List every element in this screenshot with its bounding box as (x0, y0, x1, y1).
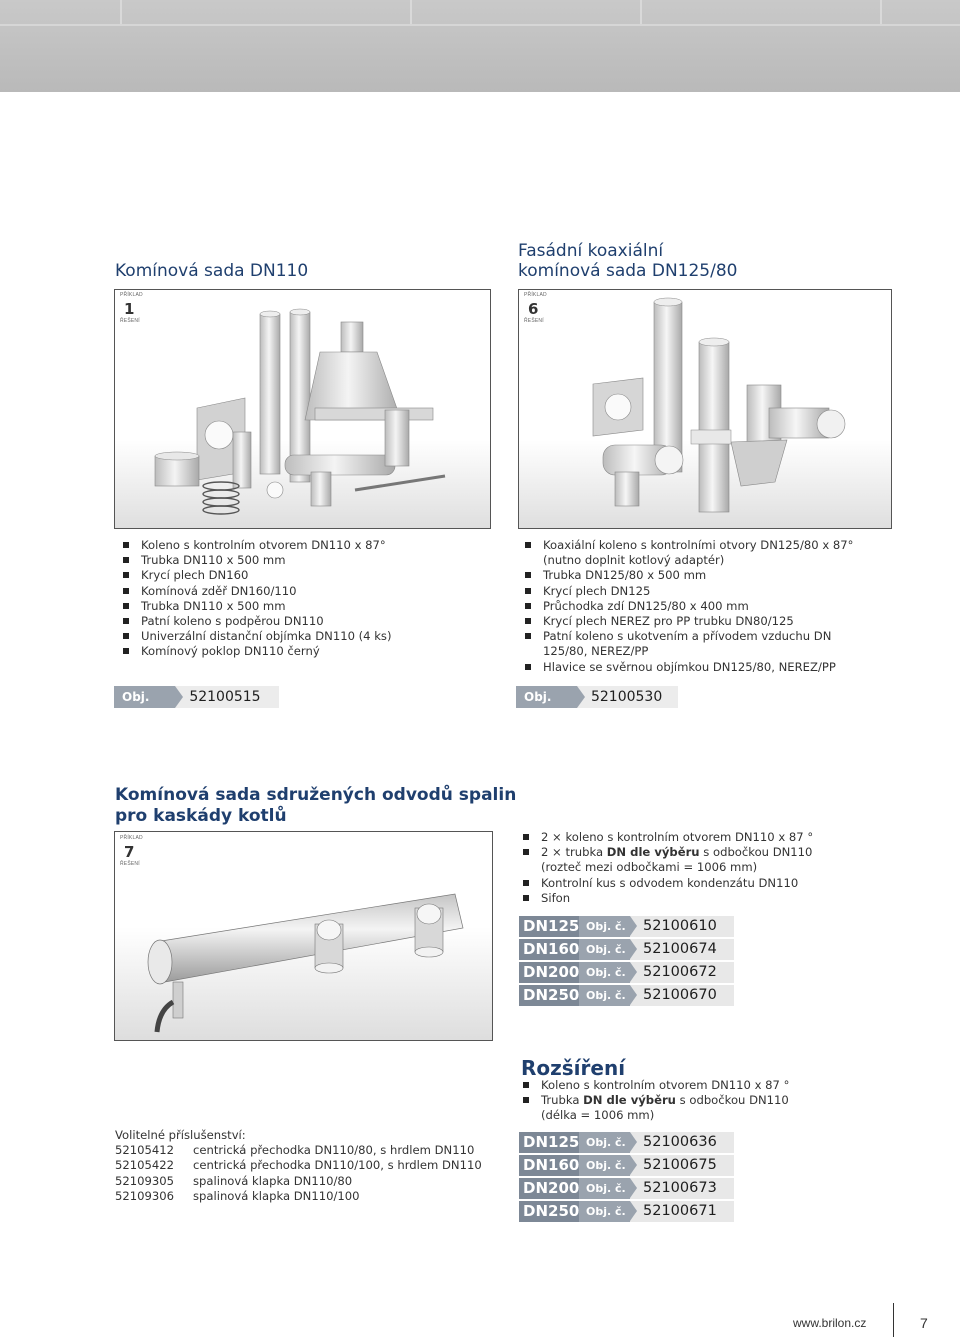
extension-item-list (520, 1078, 920, 1124)
extension-order-row (519, 1201, 734, 1222)
order-label: Obj. č. (114, 686, 175, 708)
dn-size: DN200 (519, 1178, 579, 1199)
badge-bottom-label: ŘEŠENÍ (120, 318, 140, 324)
bullet-icon (123, 588, 129, 594)
bullet-icon (525, 603, 531, 609)
badge-top-label: PŘÍKLAD (120, 292, 143, 298)
list-item: Trubka DN dle výběru s odbočkou DN110 (délka = 1006 mm) (520, 1093, 920, 1123)
bullet-icon (525, 664, 531, 670)
list-item: Komínový poklop DN110 černý (120, 644, 500, 659)
list-item: Sifon (520, 891, 920, 906)
list-item: Krycí plech NEREZ pro PP trubku DN80/125 (522, 614, 902, 629)
bullet-icon (525, 618, 531, 624)
order-label: Obj. č. (579, 1132, 630, 1153)
order-code: 52100674 (630, 939, 734, 960)
order-label: Obj. č. (579, 1178, 630, 1199)
bullet-icon (523, 849, 529, 855)
section7-illustration (115, 832, 493, 1041)
section1-product-image (114, 289, 491, 529)
accessory-row: 52105422 centrická přechodka DN110/100, s hrdlem DN110 (115, 1158, 482, 1173)
section1-order-number (114, 686, 279, 726)
bullet-icon (123, 572, 129, 578)
order-label: Obj. č. (579, 1201, 630, 1222)
accessory-row: 52109306 spalinová klapka DN110/100 (115, 1188, 360, 1203)
order-label: Obj. č. (579, 1155, 630, 1176)
section7-order-row (519, 939, 734, 960)
badge-top-label: PŘÍKLAD (524, 292, 547, 298)
dn-size: DN160 (519, 939, 579, 960)
order-code: 52100636 (630, 1132, 734, 1153)
list-item: Komínová zděř DN160/110 (120, 584, 500, 599)
section6-title-line1: Fasádní koaxiální (518, 241, 664, 261)
bullet-icon (123, 603, 129, 609)
section7-item-list (520, 830, 920, 906)
order-label: Obj. č. (579, 916, 630, 937)
section7-order-row (519, 962, 734, 983)
order-code: 52100672 (630, 962, 734, 983)
accessories-block (115, 1128, 505, 1204)
list-item: Patní koleno s ukotvením a přívodem vzduchu DN 125/80, NEREZ/PP (522, 629, 902, 659)
bullet-icon (525, 542, 531, 548)
section7-order-row (519, 985, 734, 1006)
bullet-icon (523, 834, 529, 840)
bullet-icon (123, 542, 129, 548)
footer-url[interactable]: www.brilon.cz (793, 1316, 867, 1330)
section6-order-number (516, 686, 678, 726)
dn-size: DN250 (519, 985, 579, 1006)
bullet-icon (123, 633, 129, 639)
extension-order-row (519, 1155, 734, 1176)
banner-seam (880, 0, 882, 24)
order-label: Obj. č. (579, 985, 630, 1006)
order-label: Obj. č. (579, 939, 630, 960)
list-item: Univerzální distanční objímka DN110 (4 ks) (120, 629, 500, 644)
section7-title-line1: Komínová sada sdružených odvodů spalin (115, 785, 517, 805)
dn-size: DN250 (519, 1201, 579, 1222)
banner-hseam (0, 24, 960, 26)
list-item: Hlavice se svěrnou objímkou DN125/80, NEREZ/PP (522, 660, 902, 675)
section7-badge (120, 835, 160, 875)
extension-order-row (519, 1132, 734, 1153)
order-code: 52100673 (630, 1178, 734, 1199)
section6-title-line2: komínová sada DN125/80 (518, 261, 738, 281)
banner-seam (120, 0, 122, 24)
section1-item-list (120, 538, 500, 660)
extension-order-row (519, 1178, 734, 1199)
section6-item-list (522, 538, 902, 675)
order-code: 52100670 (630, 985, 734, 1006)
accessory-row: 52109305 spalinová klapka DN110/80 (115, 1173, 353, 1188)
badge-number: 6 (528, 300, 539, 318)
dn-size: DN160 (519, 1155, 579, 1176)
dn-size: DN200 (519, 962, 579, 983)
extension-title: Rozšíření (521, 1056, 626, 1080)
section6-badge (524, 292, 564, 332)
bullet-icon (523, 1097, 529, 1103)
section7-order-row (519, 916, 734, 937)
dn-size: DN125 (519, 1132, 579, 1153)
accessory-row: 52105412 centrická přechodka DN110/80, s hrdlem DN110 (115, 1143, 475, 1158)
dn-size: DN125 (519, 916, 579, 937)
banner-seam (410, 0, 412, 24)
section6-illustration (519, 290, 892, 529)
page-number: 7 (920, 1315, 928, 1331)
list-item: Průchodka zdí DN125/80 x 400 mm (522, 599, 902, 614)
list-item: Koaxiální koleno s kontrolními otvory DN125/80 x 87° (nutno doplnit kotlový adaptér) (522, 538, 902, 568)
bullet-icon (123, 557, 129, 563)
badge-bottom-label: ŘEŠENÍ (524, 318, 544, 324)
list-item: Koleno s kontrolním otvorem DN110 x 87° (120, 538, 500, 553)
top-banner (0, 0, 960, 92)
badge-number: 7 (124, 843, 135, 861)
list-item: Patní koleno s podpěrou DN110 (120, 614, 500, 629)
order-label: Obj. č. (579, 962, 630, 983)
order-code: 52100671 (630, 1201, 734, 1222)
order-code: 52100610 (630, 916, 734, 937)
bullet-icon (525, 572, 531, 578)
section6-product-image (518, 289, 892, 529)
badge-number: 1 (124, 300, 135, 318)
section1-title: Komínová sada DN110 (115, 261, 309, 281)
order-code: 52100515 (175, 686, 279, 708)
footer-divider (893, 1303, 894, 1337)
list-item: Krycí plech DN160 (120, 568, 500, 583)
order-code: 52100530 (577, 686, 678, 708)
list-item: Trubka DN125/80 x 500 mm (522, 568, 902, 583)
list-item: Trubka DN110 x 500 mm (120, 553, 500, 568)
section7-product-image (114, 831, 493, 1041)
badge-top-label: PŘÍKLAD (120, 835, 143, 841)
order-label: Obj. č. (516, 686, 577, 708)
bullet-icon (525, 588, 531, 594)
order-code: 52100675 (630, 1155, 734, 1176)
bullet-icon (123, 648, 129, 654)
list-item: Kontrolní kus s odvodem kondenzátu DN110 (520, 876, 920, 891)
section1-badge (120, 292, 160, 332)
banner-seam (640, 0, 642, 24)
list-item: 2 × koleno s kontrolním otvorem DN110 x 87 ° (520, 830, 920, 845)
section1-illustration (115, 290, 491, 529)
list-item: Trubka DN110 x 500 mm (120, 599, 500, 614)
bullet-icon (525, 633, 531, 639)
list-item: Koleno s kontrolním otvorem DN110 x 87 ° (520, 1078, 920, 1093)
list-item: 2 × trubka DN dle výběru s odbočkou DN110 (rozteč mezi odbočkami = 1006 mm) (520, 845, 920, 875)
badge-bottom-label: ŘEŠENÍ (120, 861, 140, 867)
bullet-icon (523, 1082, 529, 1088)
list-item: Krycí plech DN125 (522, 584, 902, 599)
accessories-heading: Volitelné příslušenství: (115, 1128, 246, 1142)
section7-title-line2: pro kaskády kotlů (115, 806, 287, 826)
bullet-icon (123, 618, 129, 624)
bullet-icon (523, 895, 529, 901)
bullet-icon (523, 880, 529, 886)
